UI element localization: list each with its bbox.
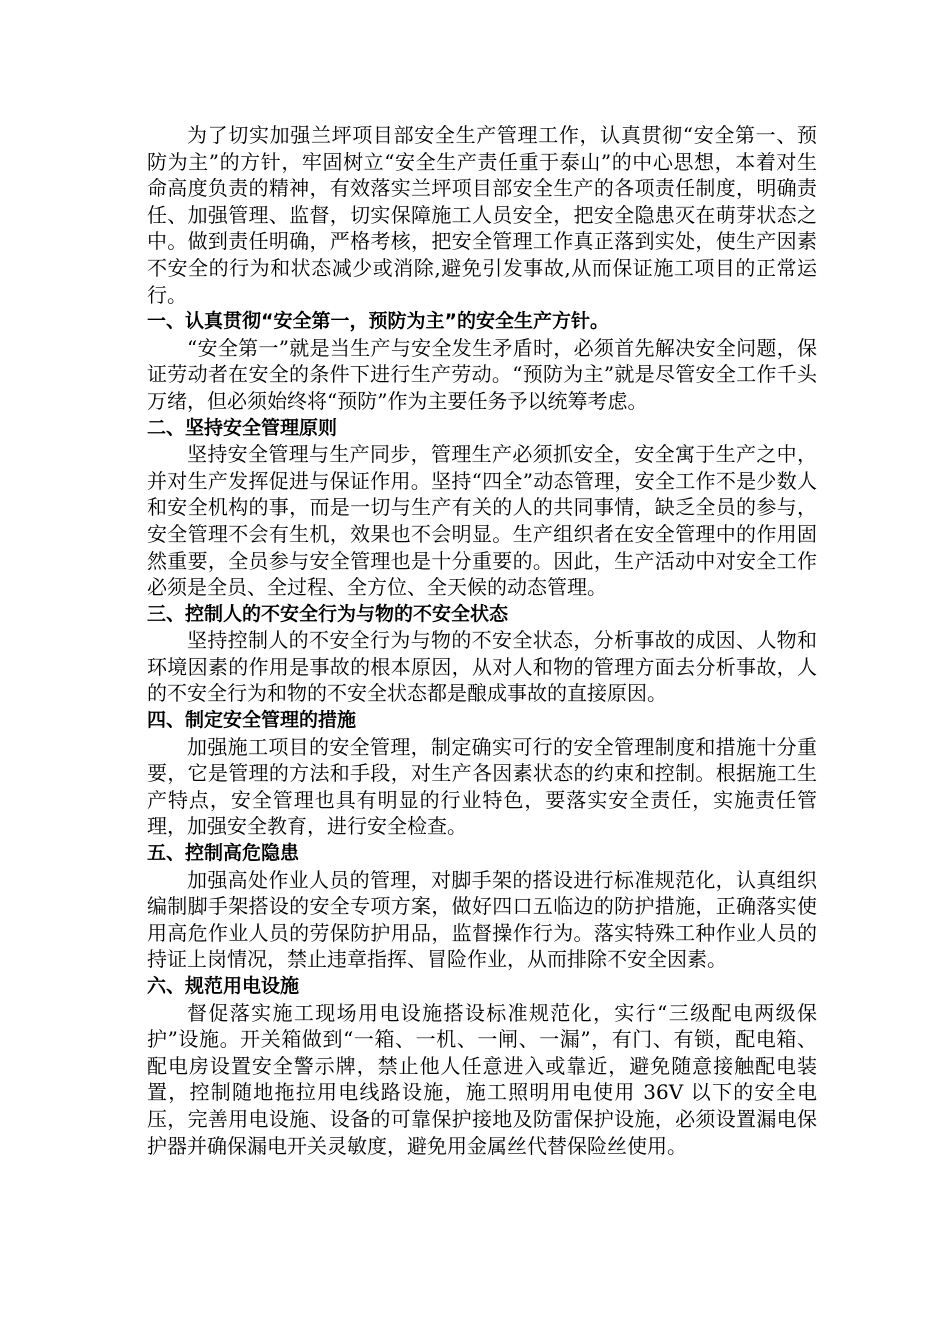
intro-paragraph: 为了切实加强兰坪项目部安全生产管理工作，认真贯彻“安全第一、预防为主”的方针，牢固树立“安全生产责任重于泰山”的中心思想，本着对生命高度负责的精神，有效落实兰坪项目部安全生产的各项责任制度，明确责任、加强管理、监督，切实保障施工人员安全，把安全隐患灭在萌芽状态之中。做到责任明确，严格考核，把安全管理工作真正落到实处，使生产因素不安全的行为和状态减少或消除,避免引发事故,从而保证施工项目的正常运行。 [147,123,817,307]
section-3-heading: 三、控制人的不安全行为与物的不安全状态 [147,602,509,625]
section-2-body: 坚持安全管理与生产同步，管理生产必须抓安全，安全寓于生产之中，并对生产发挥促进与保证作用。坚持“四全”动态管理，安全工作不是少数人和安全机构的事，而是一切与生产有关的人的共同事情，缺乏全员的参与，安全管理不会有生机，效果也不会明显。生产组织者在安全管理中的作用固然重要，全员参与安全管理也是十分重要的。因此，生产活动中对安全工作必须是全员、全过程、全方位、全天候的动态管理。 [147,442,817,600]
section-4-heading: 四、制定安全管理的措施 [147,709,357,732]
section-2-heading: 二、坚持安全管理原则 [147,416,338,439]
section-1-body: “安全第一”就是当生产与安全发生矛盾时，必须首先解决安全问题，保证劳动者在安全的条件下进行生产劳动。“预防为主”就是尽管安全工作千头万绪，但必须始终将“预防”作为主要任务予以统筹考虑。 [147,335,817,413]
section-4-body: 加强施工项目的安全管理，制定确实可行的安全管理制度和措施十分重要，它是管理的方法和手段，对生产各因素状态的约束和控制。根据施工生产特点，安全管理也具有明显的行业特色，要落实安全责任，实施责任管理，加强安全教育，进行安全检查。 [147,734,817,839]
section-1-heading: 一、认真贯彻“安全第一，预防为主”的安全生产方针。 [147,310,609,333]
section-5-heading: 五、控制高危隐患 [147,842,300,865]
section-6-heading: 六、规范用电设施 [147,975,300,997]
section-6-body: 督促落实施工现场用电设施搭设标准规范化，实行“三级配电两级保护”设施。开关箱做到“一箱、一机、一闸、一漏”，有门、有锁，配电箱、配电房设置安全警示牌，禁止他人任意进入或靠近，避免随意接触配电装置，控制随地拖拉用电线路设施，施工照明用电使用 36V 以下的安全电压，完善用电设施、设备的可靠保护接地及防雷保护设施，必须设置漏电保护器并确保漏电开关灵敏度，避免用金属丝代替保险丝使用。 [147,1000,817,1158]
section-5-body: 加强高处作业人员的管理，对脚手架的搭设进行标准规范化，认真组织编制脚手架搭设的安全专项方案，做好四口五临边的防护措施，正确落实使用高危作业人员的劳保防护用品，监督操作行为。落实特殊工种作业人员的持证上岗情况，禁止违章指挥、冒险作业，从而排除不安全因素。 [147,867,817,972]
document-page [147,122,817,1159]
section-3-body: 坚持控制人的不安全行为与物的不安全状态，分析事故的成因、人物和环境因素的作用是事故的根本原因，从对人和物的管理方面去分析事故，人的不安全行为和物的不安全状态都是酿成事故的直接原因。 [147,628,817,706]
